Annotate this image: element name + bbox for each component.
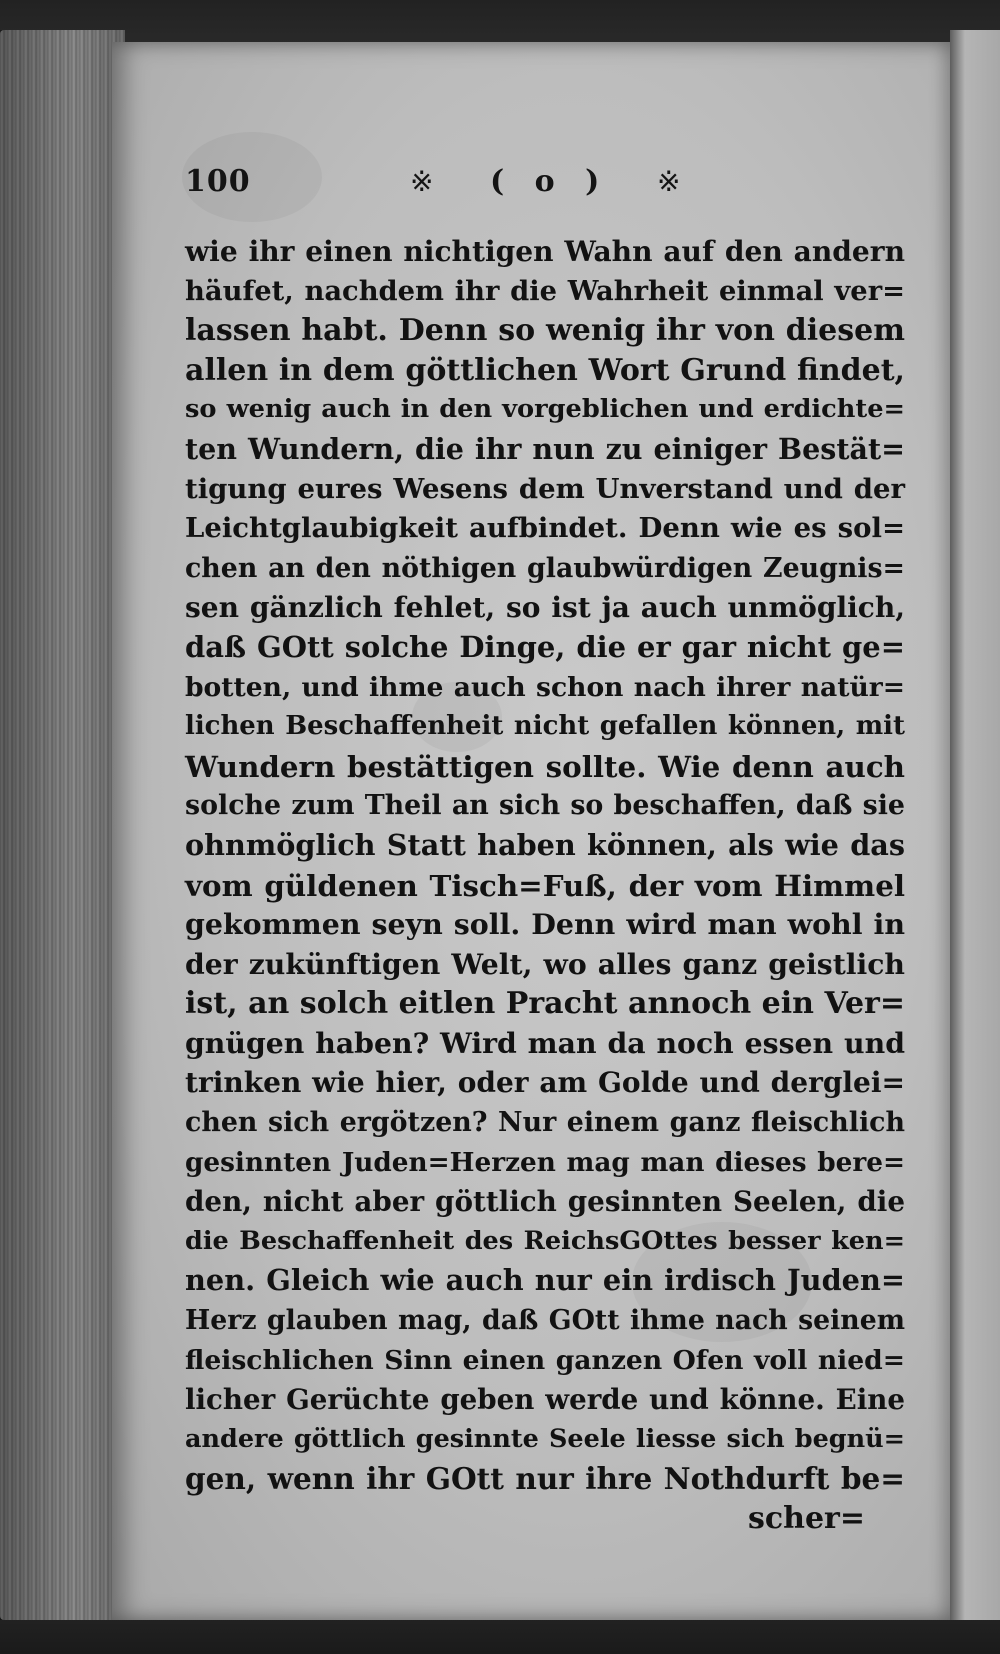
text-line: ist, an solch eitlen Pracht annoch ein Ver=: [185, 986, 905, 1022]
text-line: wie ihr einen nichtigen Wahn auf den andern: [185, 235, 905, 268]
page-edges-shadow: [0, 30, 125, 1620]
text-line: vom güldenen Tisch=Fuß, der vom Himmel: [185, 867, 905, 903]
text-line: Herz glauben mag, daß GOtt ihme nach seinem: [185, 1305, 905, 1337]
text-line: so wenig auch in den vorgeblichen und erdichte=: [185, 394, 905, 425]
catchword: scher=: [748, 1501, 865, 1536]
text-line: daß GOtt solche Dinge, die er gar nicht ge=: [185, 629, 905, 664]
signature-mark: ( o ): [490, 164, 610, 199]
text-line: botten, und ihme auch schon nach ihrer natür=: [185, 671, 905, 703]
text-line: licher Gerüchte geben werde und könne. Eine: [185, 1383, 905, 1417]
text-line: der zukünftigen Welt, wo alles ganz geistlich: [185, 946, 905, 981]
text-line: solche zum Theil an sich so beschaffen, daß sie: [185, 790, 905, 822]
text-line: gekommen seyn soll. Denn wird man wohl in: [185, 907, 905, 942]
text-line: trinken wie hier, oder am Golde und derglei=: [185, 1066, 905, 1100]
ornament-left-icon: ※: [410, 165, 434, 198]
text-line: häufet, nachdem ihr die Wahrheit einmal ver=: [185, 274, 905, 307]
text-line: die Beschaffenheit des ReichsGOttes besser ken=: [185, 1225, 905, 1256]
page-number: 100: [185, 164, 251, 199]
text-line: gesinnten Juden=Herzen mag man dieses bere=: [185, 1146, 905, 1178]
text-line: allen in dem göttlichen Wort Grund findet,: [185, 352, 905, 388]
text-line: nen. Gleich wie auch nur ein irdisch Juden=: [185, 1263, 905, 1298]
ornament-right-icon: ※: [657, 165, 681, 198]
text-line: lassen habt. Denn so wenig ihr von diesem: [185, 313, 905, 349]
text-line: gen, wenn ihr GOtt nur ihre Nothdurft be=: [185, 1461, 905, 1497]
text-line: Wundern bestättigen sollte. Wie denn auch: [185, 748, 905, 784]
body-text: [185, 232, 905, 1539]
text-line: ohnmöglich Statt haben können, als wie das: [185, 827, 905, 862]
text-line: lichen Beschaffenheit nicht gefallen können, mit: [185, 711, 905, 742]
text-line: ten Wundern, die ihr nun zu einiger Bestät=: [185, 431, 905, 466]
text-line: sen gänzlich fehlet, so ist ja auch unmöglich,: [185, 591, 905, 625]
text-line: Leichtglaubigkeit aufbindet. Denn wie es sol=: [185, 512, 905, 545]
text-line: tigung eures Wesens dem Unverstand und der: [185, 472, 905, 505]
text-line: chen sich ergötzen? Nur einem ganz fleischlich: [185, 1107, 905, 1139]
running-head: [185, 162, 705, 208]
text-line: chen an den nöthigen glaubwürdigen Zeugnis=: [185, 552, 905, 584]
text-line: andere göttlich gesinnte Seele liesse sich begnü=: [185, 1423, 905, 1454]
facing-page-edge: [950, 30, 1000, 1620]
text-line: fleischlichen Sinn einen ganzen Ofen voll nied=: [185, 1344, 905, 1376]
text-line: den, nicht aber göttlich gesinnten Seelen, die: [185, 1185, 905, 1219]
text-line: gnügen haben? Wird man da noch essen und: [185, 1025, 905, 1060]
